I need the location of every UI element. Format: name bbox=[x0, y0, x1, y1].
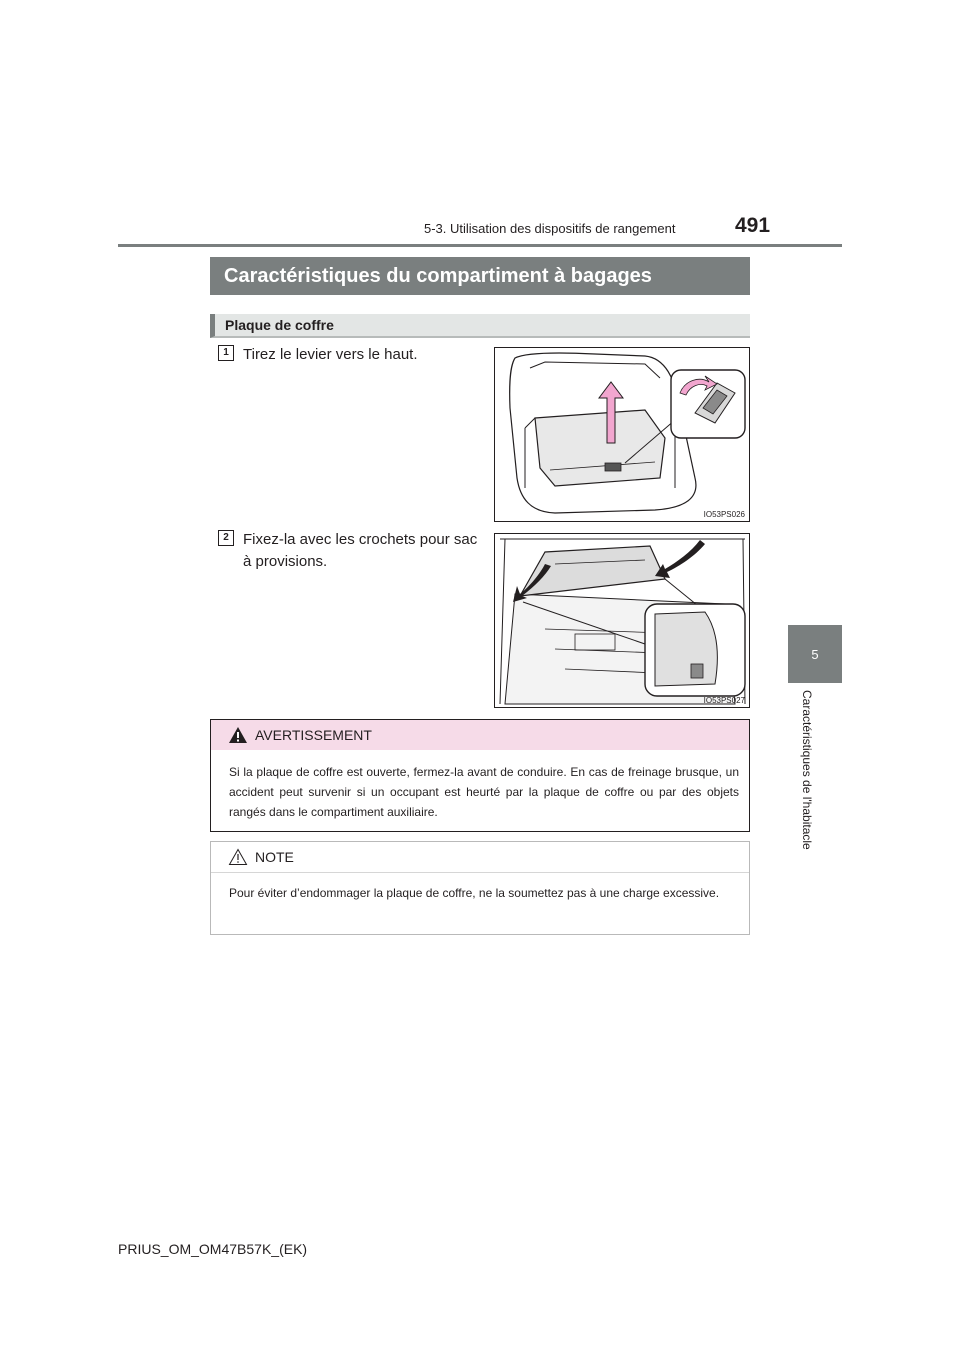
chapter-title: Caractéristiques de l'habitacle bbox=[800, 690, 814, 850]
step-2-text: Fixez-la avec les crochets pour sac à provisions. bbox=[243, 531, 478, 570]
chapter-number: 5 bbox=[811, 646, 819, 662]
chapter-tab bbox=[788, 625, 842, 683]
caution-triangle-icon bbox=[228, 848, 248, 866]
subsection-heading: Plaque de coffre bbox=[210, 314, 750, 338]
header-section-title: 5-3. Utilisation des dispositifs de rangement bbox=[424, 221, 676, 236]
page-title: Caractéristiques du compartiment à bagages bbox=[210, 257, 750, 295]
chapter-side-label bbox=[800, 690, 820, 868]
note-box bbox=[210, 841, 750, 935]
step-1-text: Tirez le levier vers le haut. bbox=[243, 346, 418, 363]
shopping-hooks-illustration bbox=[495, 534, 749, 707]
trunk-lever-figure bbox=[494, 347, 750, 522]
warning-text: Si la plaque de coffre est ouverte, fermez-la avant de conduire. En cas de freinage brusque, un accident peut survenir si un occupant est heurté par la plaque de coffre ou par des objets rangés dans le compartiment auxiliaire. bbox=[229, 765, 739, 819]
warning-box bbox=[210, 719, 750, 832]
warning-triangle-icon bbox=[228, 726, 248, 744]
step-1-number: 1 bbox=[218, 345, 234, 361]
warning-header bbox=[211, 720, 749, 750]
note-header bbox=[211, 842, 749, 873]
figure-1-code: IO53PS026 bbox=[703, 510, 745, 519]
note-text: Pour éviter d’endommager la plaque de coffre, ne la soumettez pas à une charge excessive. bbox=[229, 886, 720, 900]
footer-document-code: PRIUS_OM_OM47B57K_(EK) bbox=[118, 1241, 308, 1257]
note-label: NOTE bbox=[255, 849, 294, 865]
header-divider bbox=[118, 244, 842, 247]
warning-label: AVERTISSEMENT bbox=[255, 727, 372, 743]
step-2-number: 2 bbox=[218, 530, 234, 546]
page-number: 491 bbox=[735, 214, 771, 237]
trunk-lever-illustration bbox=[495, 348, 749, 521]
figure-2-code: IO53PS027 bbox=[703, 696, 745, 705]
shopping-hooks-figure bbox=[494, 533, 750, 708]
